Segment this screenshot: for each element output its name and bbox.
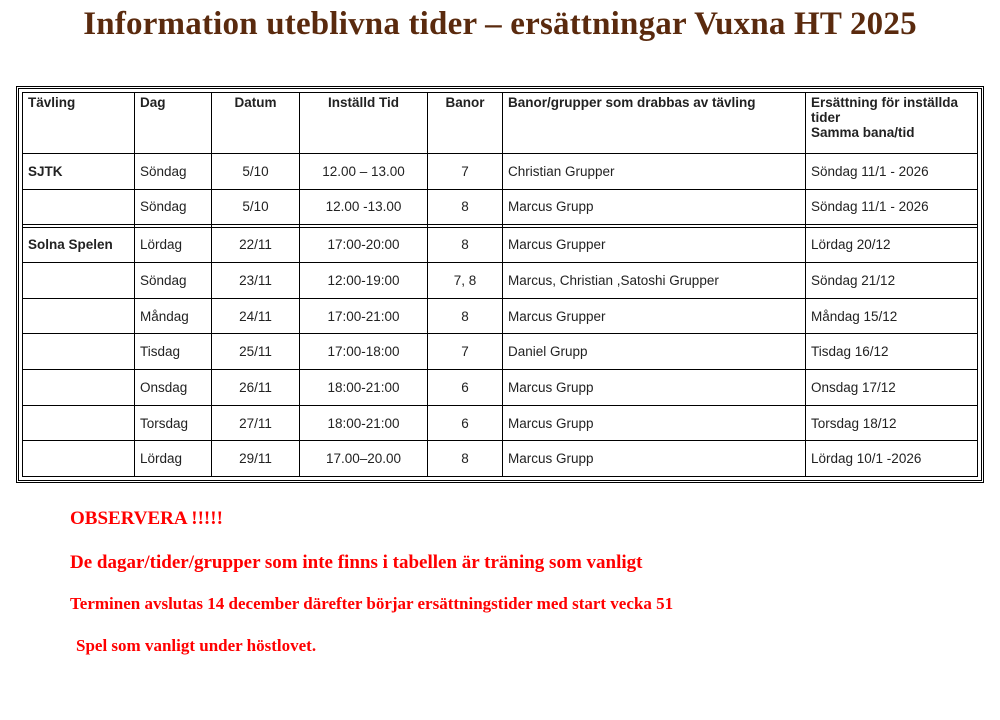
table-body <box>23 154 978 477</box>
page-title: Information uteblivna tider – ersättningar Vuxna HT 2025 <box>83 6 917 42</box>
cell-tavling <box>23 334 135 370</box>
header-tavling: Tävling <box>23 93 135 154</box>
cell-tid: 17:00-18:00 <box>300 334 428 370</box>
cell-datum: 24/11 <box>212 298 300 334</box>
note-term-end: Terminen avslutas 14 december därefter börjar ersättningstider med start vecka 51 <box>70 594 674 613</box>
cell-tid: 17.00–20.00 <box>300 441 428 477</box>
cell-grupper: Daniel Grupp <box>503 334 806 370</box>
cell-tavling <box>23 298 135 334</box>
cell-tid: 18:00-21:00 <box>300 405 428 441</box>
table-row <box>23 189 978 225</box>
schedule-table-frame <box>16 86 984 483</box>
cell-ersattning: Måndag 15/12 <box>806 298 978 334</box>
cell-grupper: Marcus Grupper <box>503 227 806 263</box>
cell-datum: 25/11 <box>212 334 300 370</box>
cell-dag: Lördag <box>135 441 212 477</box>
cell-ersattning: Söndag 11/1 - 2026 <box>806 189 978 225</box>
cell-tavling <box>23 189 135 225</box>
cell-tid: 12:00-19:00 <box>300 263 428 299</box>
cell-banor: 8 <box>428 189 503 225</box>
cell-datum: 26/11 <box>212 370 300 406</box>
cell-banor: 6 <box>428 370 503 406</box>
cell-ersattning: Torsdag 18/12 <box>806 405 978 441</box>
table-row <box>23 334 978 370</box>
cell-banor: 6 <box>428 405 503 441</box>
table-row <box>23 298 978 334</box>
cell-tavling <box>23 370 135 406</box>
cell-banor: 7 <box>428 334 503 370</box>
cell-ersattning: Lördag 10/1 -2026 <box>806 441 978 477</box>
cell-grupper: Marcus Grupp <box>503 189 806 225</box>
header-datum: Datum <box>212 93 300 154</box>
header-tid: Inställd Tid <box>300 93 428 154</box>
cell-tid: 12.00 – 13.00 <box>300 154 428 190</box>
cell-grupper: Christian Grupper <box>503 154 806 190</box>
cell-dag: Lördag <box>135 227 212 263</box>
cell-ersattning: Lördag 20/12 <box>806 227 978 263</box>
cell-tavling: Solna Spelen <box>23 227 135 263</box>
header-dag: Dag <box>135 93 212 154</box>
cell-dag: Söndag <box>135 263 212 299</box>
cell-datum: 5/10 <box>212 189 300 225</box>
cell-datum: 29/11 <box>212 441 300 477</box>
table-header-row <box>23 93 978 154</box>
table-row <box>23 263 978 299</box>
cell-dag: Söndag <box>135 189 212 225</box>
cell-grupper: Marcus Grupp <box>503 405 806 441</box>
cell-dag: Tisdag <box>135 334 212 370</box>
header-ersattning-line2: Samma bana/tid <box>811 125 915 140</box>
cell-dag: Onsdag <box>135 370 212 406</box>
cell-dag: Torsdag <box>135 405 212 441</box>
cell-dag: Måndag <box>135 298 212 334</box>
observera-heading: OBSERVERA !!!!! <box>70 508 223 529</box>
header-grupper: Banor/grupper som drabbas av tävling <box>503 93 806 154</box>
cell-grupper: Marcus Grupper <box>503 298 806 334</box>
header-banor: Banor <box>428 93 503 154</box>
cell-banor: 7, 8 <box>428 263 503 299</box>
cell-datum: 5/10 <box>212 154 300 190</box>
cell-banor: 8 <box>428 441 503 477</box>
cell-grupper: Marcus Grupp <box>503 441 806 477</box>
cell-datum: 23/11 <box>212 263 300 299</box>
notes <box>70 508 970 656</box>
table-row <box>23 370 978 406</box>
cell-grupper: Marcus, Christian ,Satoshi Grupper <box>503 263 806 299</box>
cell-tavling: SJTK <box>23 154 135 190</box>
cell-tid: 18:00-21:00 <box>300 370 428 406</box>
cell-ersattning: Tisdag 16/12 <box>806 334 978 370</box>
cell-tavling <box>23 441 135 477</box>
cell-tavling <box>23 263 135 299</box>
header-ersattning-line1: Ersättning för inställda tider <box>811 95 959 125</box>
cell-banor: 8 <box>428 298 503 334</box>
cell-tid: 12.00 -13.00 <box>300 189 428 225</box>
cell-datum: 27/11 <box>212 405 300 441</box>
note-training: De dagar/tider/grupper som inte finns i tabellen är träning som vanligt <box>70 552 643 573</box>
table-row <box>23 405 978 441</box>
cell-banor: 8 <box>428 227 503 263</box>
cell-ersattning: Söndag 11/1 - 2026 <box>806 154 978 190</box>
cell-tid: 17:00-21:00 <box>300 298 428 334</box>
schedule-table <box>22 92 978 477</box>
header-ersattning <box>806 93 978 154</box>
cell-datum: 22/11 <box>212 227 300 263</box>
cell-tid: 17:00-20:00 <box>300 227 428 263</box>
cell-ersattning: Söndag 21/12 <box>806 263 978 299</box>
cell-dag: Söndag <box>135 154 212 190</box>
cell-grupper: Marcus Grupp <box>503 370 806 406</box>
table-row <box>23 441 978 477</box>
table-row <box>23 227 978 263</box>
cell-banor: 7 <box>428 154 503 190</box>
table-row <box>23 154 978 190</box>
note-autumn-break: Spel som vanligt under höstlovet. <box>76 636 317 655</box>
cell-ersattning: Onsdag 17/12 <box>806 370 978 406</box>
cell-tavling <box>23 405 135 441</box>
